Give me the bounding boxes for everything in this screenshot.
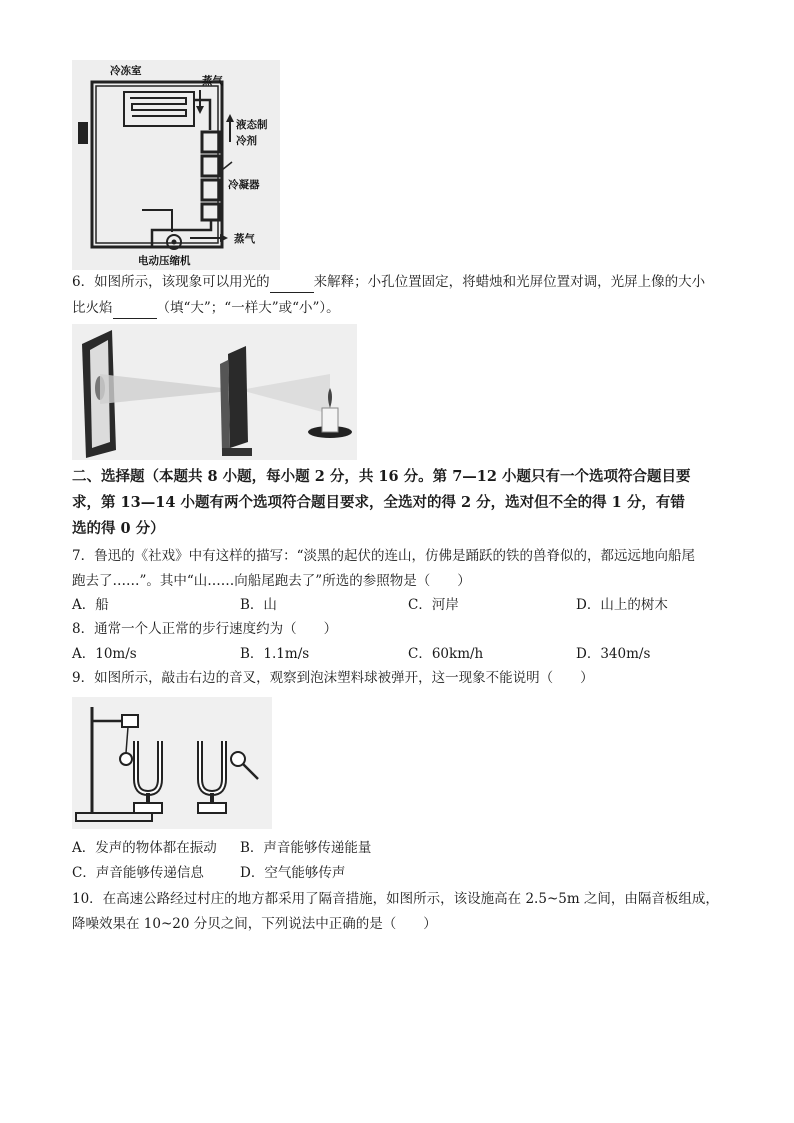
q8-option-b[interactable]: B．1.1m/s — [240, 646, 310, 662]
section2-line-3: 选的得 0 分） — [72, 520, 165, 537]
pinhole-figure — [72, 324, 357, 460]
tuning-fork-diagram — [72, 697, 272, 829]
q10-line-2: 降噪效果在 10~20 分贝之间，下列说法中正确的是（ ） — [72, 916, 437, 932]
label-condenser: 冷凝器 — [228, 179, 260, 191]
q9-option-b[interactable]: B．声音能够传递能量 — [240, 840, 372, 856]
section2-line-1: 二、选择题（本题共 8 小题，每小题 2 分，共 16 分。第 7—12 小题只有一个选项符合题目要 — [72, 468, 691, 485]
q7-line-2: 跑去了……”。其中“山……向船尾跑去了”所选的参照物是（ ） — [72, 573, 471, 589]
section2-line-2: 求，第 13—14 小题有两个选项符合题目要求，全选对的得 2 分，选对但不全的得 1 分，有错 — [72, 494, 685, 511]
q6-line-1 — [72, 272, 705, 293]
q6-text-d: （填“大”；“一样大”或“小”）。 — [156, 300, 340, 316]
q6-line-2 — [72, 298, 340, 319]
tuning-fork-figure — [72, 697, 272, 829]
q6-text-b: 来解释；小孔位置固定，将蜡烛和光屏位置对调，光屏上像的大小 — [313, 274, 706, 290]
label-steam-top: 蒸气 — [202, 75, 223, 87]
refrigerator-diagram — [72, 60, 280, 270]
q9-option-a[interactable]: A．发声的物体都在振动 — [72, 840, 217, 856]
q7-option-d[interactable]: D．山上的树木 — [576, 597, 668, 613]
q6-text-a: 6．如图所示，该现象可以用光的 — [72, 274, 270, 290]
q7-line-1: 7．鲁迅的《社戏》中有这样的描写：“淡黑的起伏的连山，仿佛是踊跃的铁的兽脊似的，都远远地向船尾 — [72, 548, 695, 564]
label-freezer: 冷冻室 — [110, 65, 142, 77]
q7-option-b[interactable]: B．山 — [240, 597, 277, 613]
label-steam-bottom: 蒸气 — [234, 233, 255, 245]
q10-line-1: 10．在高速公路经过村庄的地方都采用了隔音措施，如图所示，该设施高在 2.5~5m 之间，由隔音板组成， — [72, 891, 719, 907]
q8-option-c[interactable]: C．60km/h — [408, 646, 484, 662]
pinhole-diagram — [72, 324, 357, 460]
q9-option-c[interactable]: C．声音能够传递信息 — [72, 865, 204, 881]
q8-option-a[interactable]: A．10m/s — [72, 646, 137, 662]
q8-option-d[interactable]: D．340m/s — [576, 646, 651, 662]
q9-option-d[interactable]: D．空气能够传声 — [240, 865, 346, 881]
refrigerator-figure — [72, 60, 280, 270]
q9-line-1: 9．如图所示，敲击右边的音叉，观察到泡沫塑料球被弹开，这一现象不能说明（ ） — [72, 670, 594, 686]
q7-option-c[interactable]: C．河岸 — [408, 597, 459, 613]
label-refrigerant: 冷剂 — [236, 135, 257, 147]
q6-blank-2 — [113, 298, 157, 319]
q7-option-a[interactable]: A．船 — [72, 597, 109, 613]
label-liquid: 液态制 — [236, 119, 268, 131]
q8-line-1: 8．通常一个人正常的步行速度约为（ ） — [72, 621, 338, 637]
label-compressor: 电动压缩机 — [138, 255, 191, 267]
q6-text-c: 比火焰 — [72, 300, 113, 316]
q6-blank-1 — [270, 272, 314, 293]
